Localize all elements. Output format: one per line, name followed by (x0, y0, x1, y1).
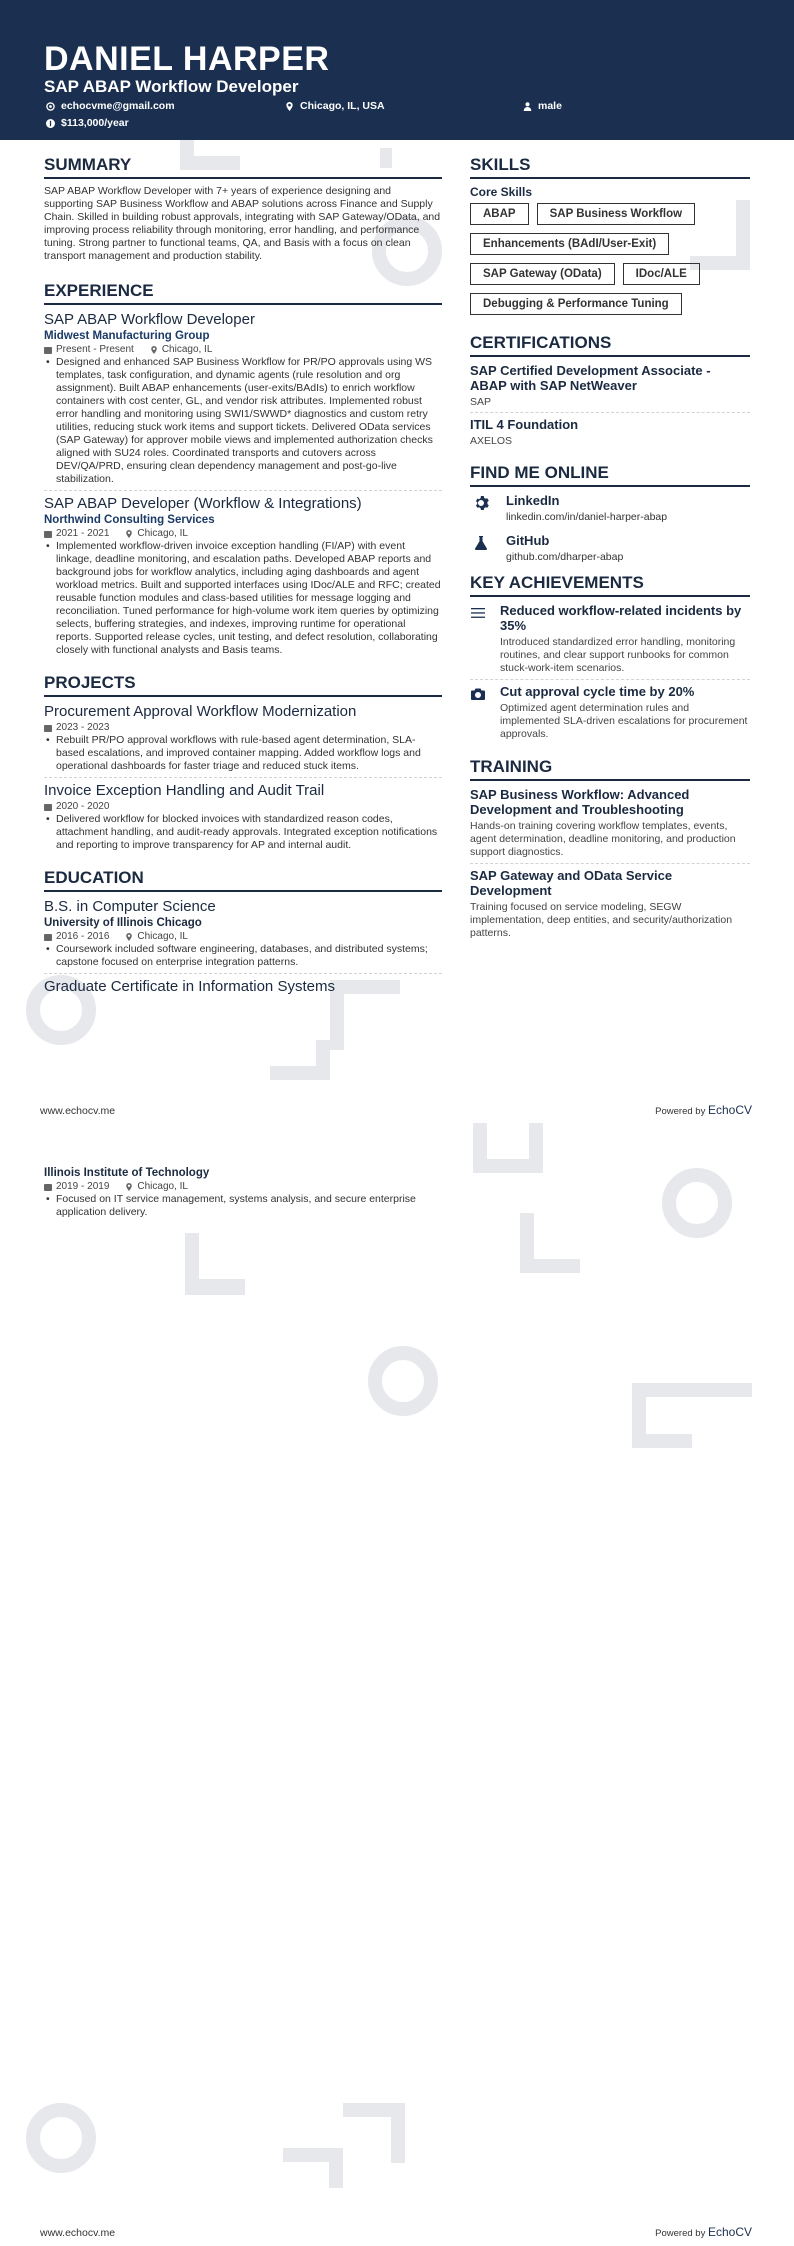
project-dates: 2020 - 2020 (44, 801, 109, 812)
project-title: Invoice Exception Handling and Audit Trail (44, 782, 325, 799)
job-location: Chicago, IL (150, 344, 213, 355)
project-item (44, 782, 442, 852)
job-location: Chicago, IL (125, 528, 188, 539)
job-dates: 2021 - 2021 (44, 528, 109, 539)
core-skills-label: Core Skills (470, 185, 533, 199)
online-url[interactable]: linkedin.com/in/daniel-harper-abap (506, 511, 668, 523)
decorative-bar (632, 1383, 752, 1397)
project-meta (44, 801, 442, 812)
at-icon (46, 102, 55, 111)
resume-page-2 (0, 1123, 794, 2246)
salary-info (46, 117, 129, 129)
achievements-heading: KEY ACHIEVEMENTS (470, 573, 750, 597)
flask-icon (470, 533, 492, 563)
training-title: SAP Gateway and OData Service Development (470, 868, 673, 898)
online-link-linkedin[interactable] (470, 493, 750, 523)
divider (470, 679, 750, 680)
achievement-title: Reduced workflow-related incidents by 35% (500, 603, 742, 633)
certifications-heading: CERTIFICATIONS (470, 333, 750, 357)
achievement-item (470, 603, 750, 675)
right-column (470, 155, 750, 940)
divider (44, 973, 442, 974)
brand-logo: EchoCV (707, 2225, 752, 2239)
calendar-icon (44, 803, 52, 811)
certification-item (470, 417, 750, 447)
divider (44, 777, 442, 778)
email-info[interactable] (46, 100, 175, 112)
footer-powered (655, 2225, 752, 2239)
decorative-corner (520, 1213, 580, 1273)
footer-website[interactable]: www.echocv.me (40, 2227, 116, 2239)
skill-tags (470, 203, 750, 315)
decorative-bar (185, 1283, 245, 1295)
training-description: Hands-on training covering workflow templates, events, agent determination, deadline monitoring, and production support diagnostics. (470, 820, 736, 858)
coin-icon (46, 119, 55, 128)
skill-tag: Enhancements (BAdI/User-Exit) (470, 233, 669, 255)
camera-icon (470, 684, 486, 741)
decorative-corner (343, 2103, 405, 2163)
divider (470, 863, 750, 864)
education-dates: 2019 - 2019 (44, 1181, 109, 1192)
skill-tag: ABAP (470, 203, 529, 225)
gear-icon (470, 493, 492, 523)
education-description: • Coursework included software engineering, databases, and distributed systems; capstone focused on enterprise integration patterns. (44, 943, 442, 969)
certification-issuer: AXELOS (470, 435, 513, 447)
online-name: GitHub (506, 533, 550, 548)
education-heading: EDUCATION (44, 868, 442, 892)
gender-info (523, 100, 562, 112)
school-name: University of Illinois Chicago (44, 917, 202, 929)
summary-heading: SUMMARY (44, 155, 442, 179)
candidate-name: DANIEL HARPER (44, 40, 330, 78)
project-item (44, 703, 442, 773)
gender-text: male (538, 100, 562, 112)
job-dates: Present - Present (44, 344, 134, 355)
experience-heading: EXPERIENCE (44, 281, 442, 305)
decorative-corner (270, 1040, 330, 1080)
skill-tag: SAP Gateway (OData) (470, 263, 615, 285)
map-pin-icon (285, 102, 294, 111)
training-description: Training focused on service modeling, SEGW implementation, deep entities, and security/authorization patterns. (470, 901, 733, 939)
online-url[interactable]: github.com/dharper-abap (506, 551, 624, 563)
company-name: Midwest Manufacturing Group (44, 330, 210, 342)
project-dates: 2023 - 2023 (44, 722, 109, 733)
decorative-ring (368, 1346, 438, 1416)
job-title: SAP ABAP Developer (Workflow & Integrations) (44, 495, 362, 512)
company-name: Northwind Consulting Services (44, 514, 215, 526)
powered-by-text: Powered by (655, 2228, 706, 2239)
decorative-corner (473, 1123, 543, 1173)
project-description: • Rebuilt PR/PO approval workflows with rule-based agent determination, SLA-based escalations, and improved container mapping. Added workflow logs and operational dashboards for faster triage and reduced stuck items. (44, 734, 442, 773)
training-title: SAP Business Workflow: Advanced Development and Troubleshooting (470, 787, 690, 817)
education-item (44, 898, 442, 969)
calendar-icon (44, 1183, 52, 1191)
experience-item (44, 311, 442, 486)
online-link-github[interactable] (470, 533, 750, 563)
project-description: • Delivered workflow for blocked invoices with standardized reason codes, attachment handling, and audit-ready approvals. Integrated exception notifications and reporting to improve transparency for AP and internal audit. (44, 813, 442, 852)
powered-by-text: Powered by (655, 1106, 706, 1117)
job-title: SAP ABAP Workflow Developer (44, 311, 255, 328)
map-pin-icon (125, 933, 133, 941)
training-item (470, 787, 750, 859)
skill-tag: Debugging & Performance Tuning (470, 293, 682, 315)
training-item (470, 868, 750, 940)
footer-powered (655, 1103, 752, 1117)
left-column-continued (44, 1165, 442, 1219)
skills-heading: SKILLS (470, 155, 750, 179)
calendar-icon (44, 933, 52, 941)
experience-item (44, 495, 442, 657)
job-description: • Designed and enhanced SAP Business Workflow for PR/PO approvals using WS templates, task configuration, and dynamic agents (rule resolution and org assignment). Built ABAP enhancements (user-exits/BAdIs) to enrich workflow containers with cost center, GL, and vendor risk attributes. Implemented robust error handling and monitoring using SWI1/SWWD* diagnostics and custom retry utilities, reducing stuck work items and support tickets. Delivered OData services (SAP Gateway) for approver mobile views and implemented authorization checks aligned with SU24 roles. Coordinated transports and cutovers across DEV/QA/PRD, ensuring clean dependency management and post-go-live stabilization. (44, 356, 442, 486)
education-meta (44, 931, 442, 942)
candidate-role: SAP ABAP Workflow Developer (44, 77, 299, 96)
skill-tag: SAP Business Workflow (537, 203, 696, 225)
map-pin-icon (125, 1183, 133, 1191)
certification-name: SAP Certified Development Associate - ABAP with SAP NetWeaver (470, 363, 711, 393)
decorative-ring (26, 2103, 96, 2173)
divider (44, 490, 442, 491)
education-location: Chicago, IL (125, 1181, 188, 1192)
achievement-title: Cut approval cycle time by 20% (500, 684, 695, 699)
online-name: LinkedIn (506, 493, 560, 508)
decorative-corner (632, 1383, 692, 1448)
location-info (285, 100, 385, 112)
education-description: • Focused on IT service management, systems analysis, and secure enterprise application delivery. (44, 1193, 442, 1219)
calendar-icon (44, 346, 52, 354)
education-location: Chicago, IL (125, 931, 188, 942)
footer-website[interactable]: www.echocv.me (40, 1105, 116, 1117)
divider (470, 412, 750, 413)
online-heading: FIND ME ONLINE (470, 463, 750, 487)
training-heading: TRAINING (470, 757, 750, 781)
skill-tag: IDoc/ALE (623, 263, 700, 285)
project-title: Procurement Approval Workflow Modernization (44, 703, 357, 720)
salary-text: $113,000/year (61, 117, 129, 129)
job-meta (44, 344, 442, 355)
map-pin-icon (125, 530, 133, 538)
education-dates: 2016 - 2016 (44, 931, 109, 942)
summary-text: SAP ABAP Workflow Developer with 7+ years of experience designing and supporting SAP Business Workflow and ABAP solutions across Finance and Supply Chain. Skilled in building robust approvals, integrating with SAP Gateway/OData, and improving process reliability through monitoring, error handling, and performance tuning. Strong partner to functional teams, QA, and Basis with a focus on clean transport management and production stability. (44, 185, 441, 262)
decorative-corner (283, 2148, 343, 2188)
certification-issuer: SAP (470, 396, 492, 408)
achievement-item (470, 684, 750, 741)
calendar-icon (44, 530, 52, 538)
degree-title: B.S. in Computer Science (44, 898, 216, 915)
person-icon (523, 102, 532, 111)
education-meta (44, 1181, 442, 1192)
job-description: • Implemented workflow-driven invoice exception handling (FI/AP) with event linkage, deadline monitoring, and escalation paths. Developed ABAP reports and background jobs for workflow analytics, including aging dashboards and agent workload metrics. Built and supported interfaces using IDoc/ALE and RFC; created reusable function modules and class-based utilities for message logging and reconciliation. Tuned performance for high-volume work item queries by optimizing selects, buffering strategies, and indexes, improving runtime for operational reports. Supported release cycles, unit testing, and defect resolution, collaborating closely with functional analysts and Basis teams. (44, 540, 442, 657)
left-column (44, 155, 442, 995)
job-meta (44, 528, 442, 539)
decorative-ring (662, 1168, 732, 1238)
certification-name: ITIL 4 Foundation (470, 417, 579, 432)
location-text: Chicago, IL, USA (300, 100, 385, 112)
achievement-description: Introduced standardized error handling, monitoring routines, and clear support runbooks for common stuck-work-item scenarios. (500, 636, 736, 674)
degree-title: Graduate Certificate in Information Systems (44, 978, 335, 995)
calendar-icon (44, 724, 52, 732)
menu-icon (470, 603, 486, 675)
certification-item (470, 363, 750, 408)
achievement-description: Optimized agent determination rules and implemented SLA-driven escalations for procurement approvals. (500, 702, 748, 740)
brand-logo: EchoCV (707, 1103, 752, 1117)
school-name: Illinois Institute of Technology (44, 1167, 210, 1179)
email-text: echocvme@gmail.com (61, 100, 175, 112)
resume-header (0, 0, 794, 140)
decorative-corner (185, 1233, 245, 1293)
project-meta (44, 722, 442, 733)
map-pin-icon (150, 346, 158, 354)
projects-heading: PROJECTS (44, 673, 442, 697)
